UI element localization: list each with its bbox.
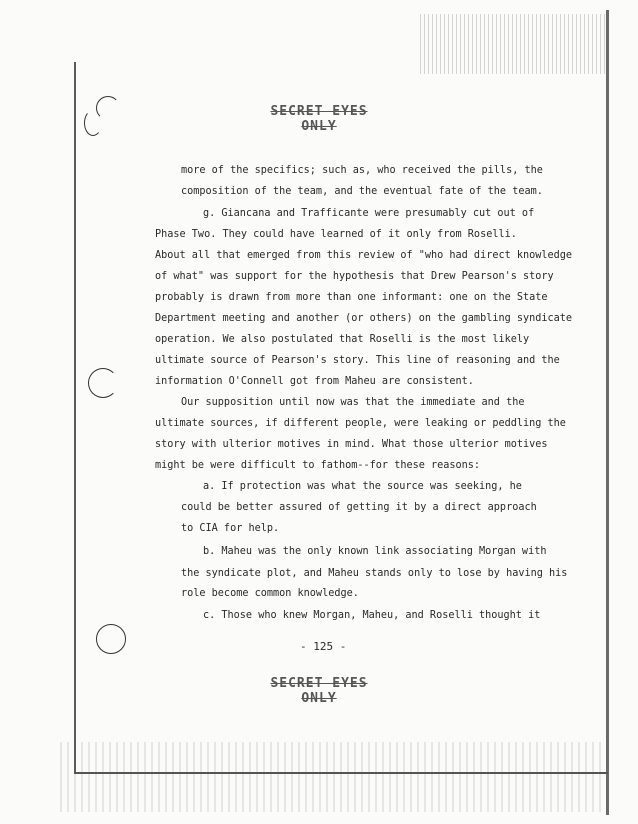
text-line: operation. We also postulated that Roselli is the most likely — [155, 334, 530, 345]
text-line: could be better assured of getting it by a direct approach — [181, 502, 537, 513]
header-classification-stamp: SECRET EYES ONLY — [270, 104, 368, 134]
text-line: the syndicate plot, and Maheu stands only to lose by having his — [181, 568, 568, 579]
text-line: more of the specifics; such as, who received the pills, the — [181, 165, 543, 176]
text-line: of what" was support for the hypothesis that Drew Pearson's story — [155, 271, 554, 282]
text-line: probably is drawn from more than one informant: one on the State — [155, 292, 548, 303]
text-line: b. Maheu was the only known link associating Morgan with — [203, 546, 547, 557]
text-line: Our supposition until now was that the immediate and the — [181, 397, 525, 408]
text-line: a. If protection was what the source was seeking, he — [203, 481, 522, 492]
page-edge-left — [74, 62, 76, 774]
text-line: to CIA for help. — [181, 523, 280, 534]
text-line: Department meeting and another (or others) on the gambling syndicate — [155, 313, 573, 324]
text-line: might be were difficult to fathom--for these reasons: — [155, 460, 481, 471]
text-line: ultimate source of Pearson's story. This line of reasoning and the — [155, 355, 560, 366]
scan-noise-bottom — [60, 742, 608, 812]
text-line: information O'Connell got from Maheu are consistent. — [155, 376, 474, 387]
page-number: - 125 - — [300, 640, 347, 653]
text-line: ultimate sources, if different people, were leaking or peddling the — [155, 418, 566, 429]
punch-hole-icon — [88, 368, 118, 398]
text-line: story with ulterior motives in mind. What those ulterior motives — [155, 439, 548, 450]
scan-noise-top — [420, 14, 610, 74]
footer-classification-stamp: SECRET EYES ONLY — [270, 676, 368, 706]
text-line: About all that emerged from this review of "who had direct knowledge — [155, 250, 573, 261]
text-line: composition of the team, and the eventual fate of the team. — [181, 186, 543, 197]
page-edge-bottom — [74, 772, 608, 774]
punch-hole-icon — [84, 110, 102, 136]
text-line: g. Giancana and Trafficante were presumably cut out of — [203, 208, 535, 219]
page-edge-right — [606, 10, 609, 815]
punch-hole-icon — [96, 624, 126, 654]
text-line: Phase Two. They could have learned of it only from Roselli. — [155, 229, 517, 240]
text-line: role become common knowledge. — [181, 588, 359, 599]
text-line: c. Those who knew Morgan, Maheu, and Roselli thought it — [203, 610, 541, 621]
